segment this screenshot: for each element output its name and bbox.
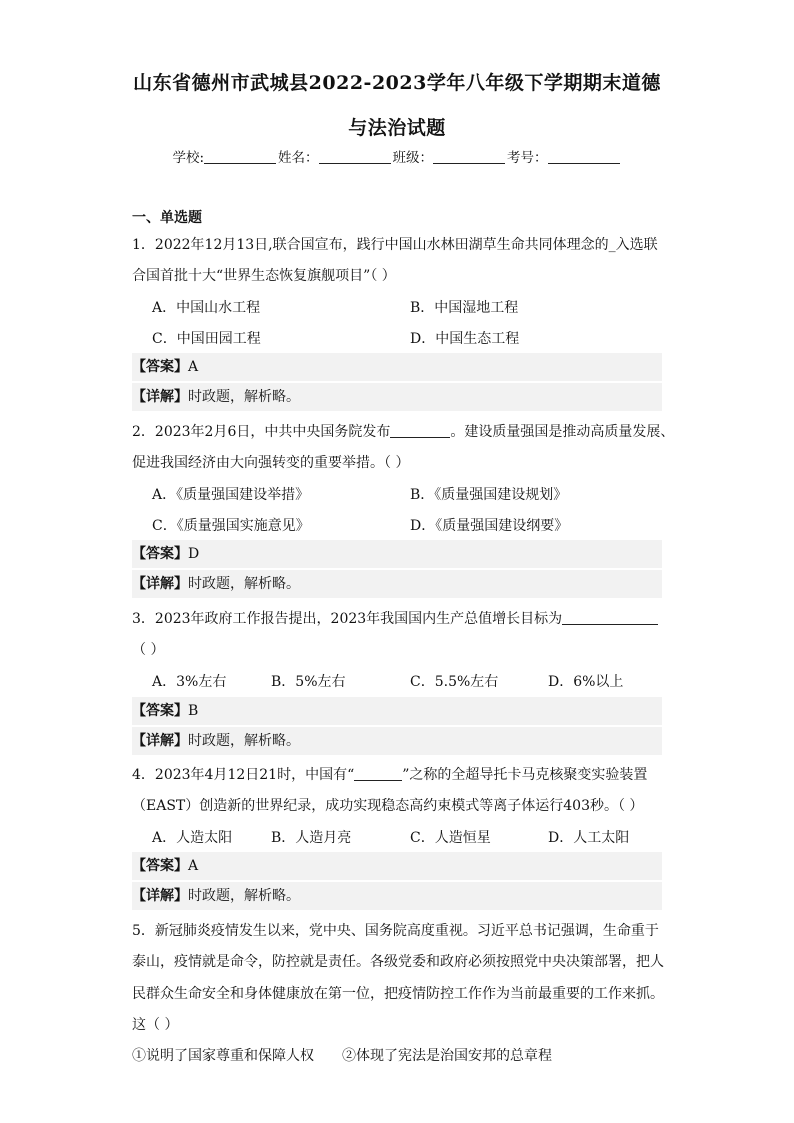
detail-label: 【详解】	[132, 389, 188, 405]
q2-blank	[390, 424, 450, 438]
q5-statement-1: ①说明了国家尊重和保障人权	[132, 1048, 314, 1064]
q3-option-c: C．5.5%左右	[410, 674, 499, 690]
q4-option-b: B．人造月亮	[271, 830, 352, 846]
q2-answer	[132, 540, 662, 568]
q2-option-a: A．《质量强国建设举措》	[152, 487, 310, 503]
q3-answer	[132, 697, 662, 725]
name-blank	[319, 149, 391, 164]
class-label: 班级：	[392, 150, 434, 166]
q5-line1: 5．新冠肺炎疫情发生以来，党中央、国务院高度重视。习近平总书记强调，生命重于	[132, 923, 659, 939]
q3-line1	[132, 608, 662, 628]
q5-line3: 民群众生命安全和身体健康放在第一位，把疫情防控工作作为当前最重要的工作来抓。	[132, 986, 664, 1002]
answer-label: 【答案】	[132, 703, 188, 719]
q4-detail-text: 时政题，解析略。	[188, 888, 300, 904]
q4-line2: （EAST）创造新的世界纪录，成功实现稳态高约束模式等离子体运行403秒。（ ）	[132, 798, 644, 814]
class-blank	[433, 149, 505, 164]
q3-detail	[132, 727, 662, 755]
document-title-line1: 山东省德州市武城县2022-2023学年八年级下学期期末道德	[133, 72, 661, 94]
q2-option-d: D．《质量强国建设纲要》	[410, 518, 569, 534]
q5-statement-2: ②体现了宪法是治国安邦的总章程	[342, 1048, 552, 1064]
q4-option-a: A．人造太阳	[152, 830, 233, 846]
exam-no-label: 考号：	[507, 150, 548, 166]
answer-label: 【答案】	[132, 858, 188, 874]
q1-option-d: D．中国生态工程	[410, 331, 520, 347]
student-info-row	[0, 146, 794, 166]
q3-option-d: D．6%以上	[548, 674, 624, 690]
q4-line1	[132, 764, 662, 784]
q1-line1: 1．2022年12月13日,联合国宣布，践行中国山水林田湖草生命共同体理念的_入选联	[132, 237, 658, 253]
q1-option-c: C．中国田园工程	[152, 331, 261, 347]
q4-line1-pre: 4．2023年4月12日21时，中国有“	[132, 767, 355, 783]
q5-line4: 这（ ）	[132, 1017, 179, 1033]
detail-label: 【详解】	[132, 576, 188, 592]
q1-option-b: B．中国湿地工程	[410, 300, 519, 316]
answer-label: 【答案】	[132, 359, 188, 375]
section-title: 一、单选题	[132, 210, 202, 226]
q2-detail	[132, 570, 662, 598]
q5-line2: 泰山，疫情就是命令，防控就是责任。各级党委和政府必须按照党中央决策部署，把人	[132, 954, 664, 970]
q1-detail-text: 时政题，解析略。	[188, 389, 300, 405]
document-title-line2: 与法治试题	[348, 117, 446, 139]
q3-line2: （ ）	[132, 642, 165, 658]
q1-answer-value: A	[188, 359, 199, 375]
q3-answer-value: B	[188, 703, 199, 719]
q4-answer	[132, 852, 662, 880]
q4-blank	[354, 767, 402, 781]
q1-detail	[132, 383, 662, 411]
q3-option-a: A．3%左右	[152, 674, 227, 690]
q4-option-d: D．人工太阳	[548, 830, 630, 846]
q2-detail-text: 时政题，解析略。	[188, 576, 300, 592]
q1-line2: 合国首批十大“世界生态恢复旗舰项目”（ ）	[132, 268, 396, 284]
q2-option-c: C．《质量强国实施意见》	[152, 518, 310, 534]
exam-no-blank	[548, 149, 620, 164]
detail-label: 【详解】	[132, 733, 188, 749]
q2-line1-post: 。建设质量强国是推动高质量发展、	[450, 424, 675, 440]
q2-option-b: B．《质量强国建设规划》	[410, 487, 568, 503]
q4-line1-post: ”之称的全超导托卡马克核聚变实验装置	[402, 767, 648, 783]
q1-option-a: A．中国山水工程	[152, 300, 261, 316]
q2-line1-pre: 2．2023年2月6日，中共中央国务院发布	[132, 424, 391, 440]
q3-detail-text: 时政题，解析略。	[188, 733, 300, 749]
detail-label: 【详解】	[132, 888, 188, 904]
q4-detail	[132, 882, 662, 910]
q2-line1	[132, 421, 675, 441]
name-label: 姓名：	[278, 150, 319, 166]
q1-answer	[132, 353, 662, 381]
q2-answer-value: D	[188, 546, 200, 562]
q3-option-b: B．5%左右	[271, 674, 346, 690]
q4-option-c: C．人造恒星	[410, 830, 491, 846]
school-label: 学校:	[172, 150, 205, 166]
q3-blank	[562, 611, 658, 625]
school-blank	[204, 149, 276, 164]
q4-answer-value: A	[188, 858, 199, 874]
q3-line1-text: 3．2023年政府工作报告提出，2023年我国国内生产总值增长目标为	[132, 611, 563, 627]
q2-line2: 促进我国经济由大向强转变的重要举措。（ ）	[132, 455, 410, 471]
answer-label: 【答案】	[132, 546, 188, 562]
